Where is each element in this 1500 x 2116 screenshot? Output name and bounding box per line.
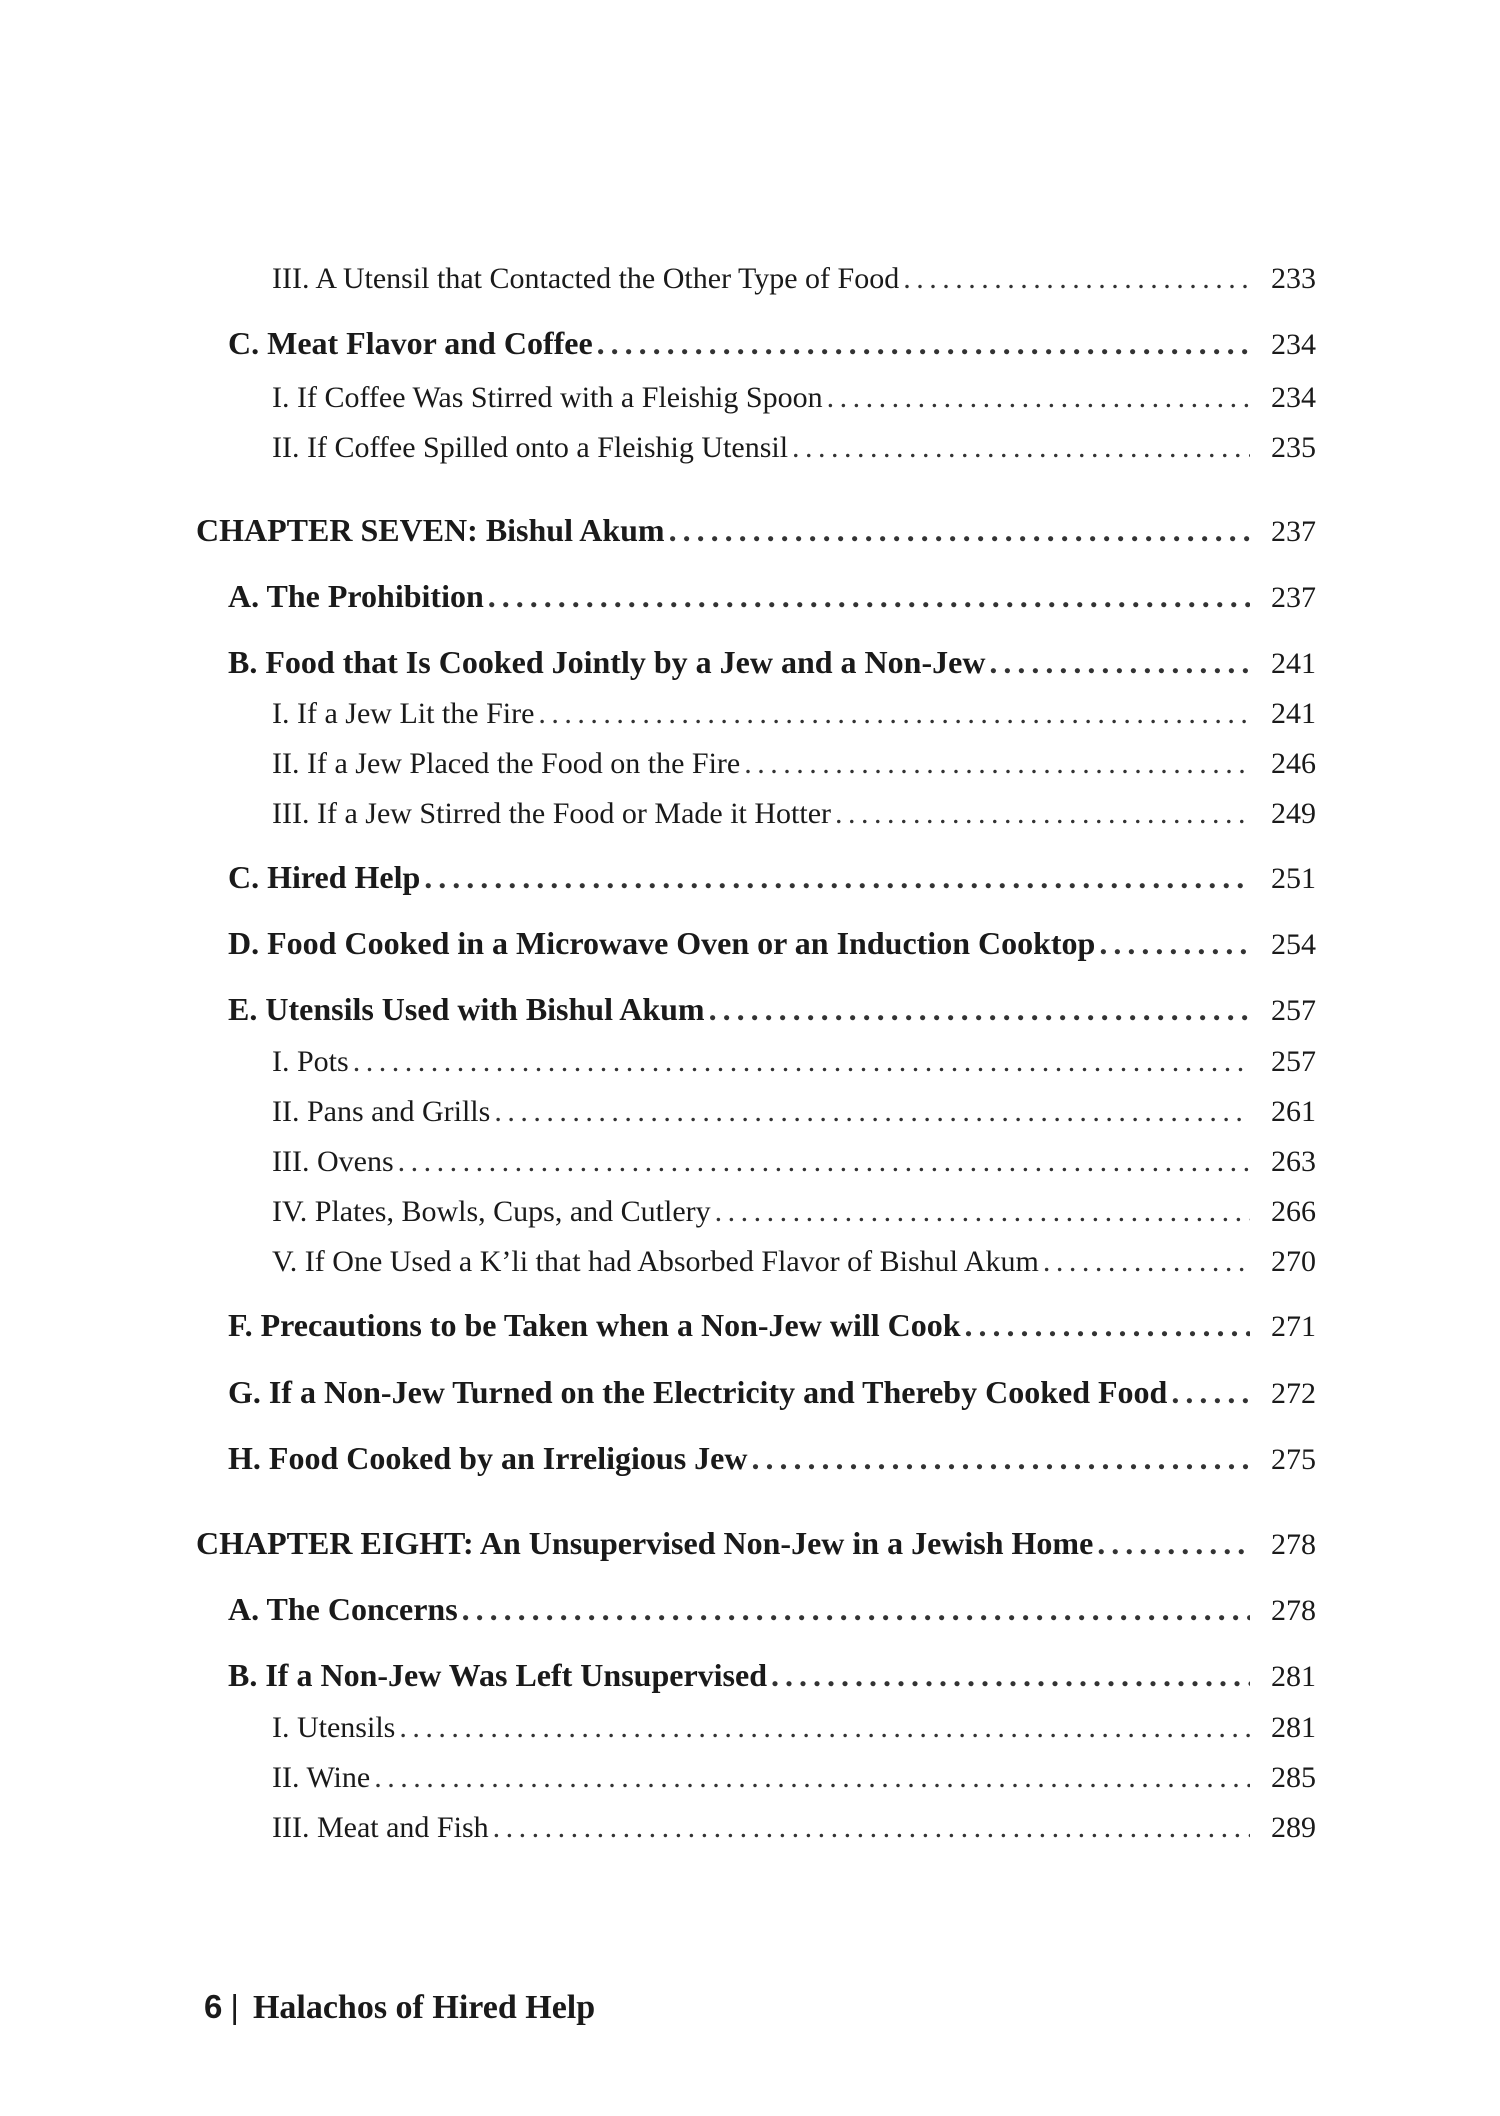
- toc-entry-page: 275: [1271, 1443, 1316, 1476]
- dot-leader: [488, 578, 1250, 615]
- dot-leader: [462, 1591, 1250, 1628]
- toc-entry-page: 289: [1271, 1811, 1316, 1844]
- toc-entry-page: 241: [1271, 647, 1316, 680]
- toc-entry: [272, 1145, 1316, 1179]
- toc-entry-page: 241: [1271, 697, 1316, 730]
- toc-chapter-entry: [196, 1525, 1316, 1562]
- dot-leader: [538, 697, 1250, 731]
- toc-entry-page: 278: [1271, 1594, 1316, 1627]
- toc-entry: [272, 1711, 1316, 1745]
- toc-entry-page: 271: [1271, 1310, 1316, 1343]
- dot-leader: [715, 1195, 1250, 1229]
- toc-entry-page: 249: [1271, 797, 1316, 830]
- toc-entry-page: 270: [1271, 1245, 1316, 1278]
- toc-entry-page: 285: [1271, 1761, 1316, 1794]
- page-number: 6: [204, 1988, 223, 2025]
- toc-entry-page: 266: [1271, 1195, 1316, 1228]
- toc-entry-title: G. If a Non-Jew Turned on the Electricity and Thereby Cooked Food: [228, 1374, 1168, 1410]
- dot-leader: [751, 1440, 1250, 1477]
- toc-entry-title: II. If a Jew Placed the Food on the Fire: [272, 747, 741, 780]
- toc-entry-title: CHAPTER SEVEN: Bishul Akum: [196, 512, 665, 548]
- toc-entry-title: CHAPTER EIGHT: An Unsupervised Non-Jew in a Jewish Home: [196, 1525, 1094, 1561]
- toc-entry-page: 281: [1271, 1711, 1316, 1744]
- book-title: Halachos of Hired Help: [252, 1989, 596, 2026]
- dot-leader: [353, 1045, 1250, 1079]
- dot-leader: [1171, 1374, 1250, 1411]
- dot-leader: [744, 747, 1250, 781]
- toc-entry-page: 257: [1271, 1045, 1316, 1078]
- dot-leader: [827, 381, 1250, 415]
- toc-entry-page: 278: [1271, 1528, 1316, 1561]
- dot-leader: [989, 644, 1250, 681]
- toc-entry-page: 235: [1271, 431, 1316, 464]
- toc-entry-title: III. A Utensil that Contacted the Other Type of Food: [272, 262, 900, 295]
- toc-entry-title: II. Pans and Grills: [272, 1095, 491, 1128]
- toc-entry: [272, 262, 1316, 296]
- dot-leader: [903, 262, 1250, 296]
- toc-entry-page: 281: [1271, 1660, 1316, 1693]
- toc-entry-page: 254: [1271, 928, 1316, 961]
- toc-entry: [228, 1657, 1316, 1694]
- toc-entry-title: B. Food that Is Cooked Jointly by a Jew and a Non-Jew: [228, 644, 986, 680]
- dot-leader: [597, 325, 1250, 362]
- toc-entry: [272, 1195, 1316, 1229]
- toc-entry: [272, 697, 1316, 731]
- dot-leader: [1097, 1525, 1250, 1562]
- toc-entry-page: 261: [1271, 1095, 1316, 1128]
- toc-entry-page: 237: [1271, 581, 1316, 614]
- toc-entry: [228, 1440, 1316, 1477]
- toc-entry-page: 233: [1271, 262, 1316, 295]
- toc-entry: [228, 578, 1316, 615]
- toc-entry-title: III. Meat and Fish: [272, 1811, 489, 1844]
- dot-leader: [1099, 925, 1250, 962]
- toc-entry: [272, 1245, 1316, 1279]
- toc-entry-page: 234: [1271, 328, 1316, 361]
- toc-entry: [272, 747, 1316, 781]
- dot-leader: [494, 1095, 1250, 1129]
- toc-entry-page: 237: [1271, 515, 1316, 548]
- footer-separator: |: [230, 1988, 239, 2025]
- toc-entry-title: F. Precautions to be Taken when a Non-Jew will Cook: [228, 1307, 961, 1343]
- toc-entry: [228, 1374, 1316, 1411]
- toc-entry: [228, 859, 1316, 896]
- toc-entry-title: I. If a Jew Lit the Fire: [272, 697, 535, 730]
- dot-leader: [965, 1307, 1250, 1344]
- toc-entry-title: II. Wine: [272, 1761, 371, 1794]
- toc-entry: [272, 1811, 1316, 1845]
- dot-leader: [424, 859, 1250, 896]
- toc-entry: [228, 1591, 1316, 1628]
- toc-entry-title: D. Food Cooked in a Microwave Oven or an Induction Cooktop: [228, 925, 1096, 961]
- toc-entry-title: C. Meat Flavor and Coffee: [228, 325, 593, 361]
- toc-entry-title: I. Pots: [272, 1045, 349, 1078]
- dot-leader: [398, 1145, 1250, 1179]
- toc-entry: [272, 1045, 1316, 1079]
- toc-entry-title: III. Ovens: [272, 1145, 394, 1178]
- toc-entry-page: 251: [1271, 862, 1316, 895]
- toc-entry-title: V. If One Used a K’li that had Absorbed Flavor of Bishul Akum: [272, 1245, 1039, 1278]
- toc-entry-title: H. Food Cooked by an Irreligious Jew: [228, 1440, 748, 1476]
- toc-entry-title: C. Hired Help: [228, 859, 421, 895]
- toc-entry-page: 272: [1271, 1377, 1316, 1410]
- toc-entry: [228, 1307, 1316, 1344]
- dot-leader: [493, 1811, 1250, 1845]
- dot-leader: [709, 991, 1250, 1028]
- toc-entry-title: II. If Coffee Spilled onto a Fleishig Utensil: [272, 431, 789, 464]
- dot-leader: [1043, 1245, 1250, 1279]
- toc-entry-page: 246: [1271, 747, 1316, 780]
- toc-entry: [228, 991, 1316, 1028]
- dot-leader: [669, 512, 1250, 549]
- dot-leader: [771, 1657, 1250, 1694]
- toc-entry: [272, 1761, 1316, 1795]
- toc-entry-title: IV. Plates, Bowls, Cups, and Cutlery: [272, 1195, 711, 1228]
- dot-leader: [792, 431, 1250, 465]
- dot-leader: [374, 1761, 1250, 1795]
- toc-entry: [272, 1095, 1316, 1129]
- toc-entry-title: I. Utensils: [272, 1711, 396, 1744]
- toc-entry-title: I. If Coffee Was Stirred with a Fleishig Spoon: [272, 381, 823, 414]
- toc-entry: [228, 925, 1316, 962]
- toc-entry: [272, 431, 1316, 465]
- dot-leader: [835, 797, 1250, 831]
- toc-entry-title: III. If a Jew Stirred the Food or Made it Hotter: [272, 797, 832, 830]
- toc-entry: [272, 381, 1316, 415]
- toc-entry-page: 263: [1271, 1145, 1316, 1178]
- toc-entry-page: 257: [1271, 994, 1316, 1027]
- toc-entry: [272, 797, 1316, 831]
- toc-entry: [228, 325, 1316, 362]
- toc-entry-page: 234: [1271, 381, 1316, 414]
- toc-entry-title: A. The Prohibition: [228, 578, 484, 614]
- toc-entry-title: A. The Concerns: [228, 1591, 458, 1627]
- page-footer: [204, 1988, 595, 2027]
- toc-entry-title: E. Utensils Used with Bishul Akum: [228, 991, 705, 1027]
- toc-chapter-entry: [196, 512, 1316, 549]
- toc-entry-title: B. If a Non-Jew Was Left Unsupervised: [228, 1657, 767, 1693]
- dot-leader: [399, 1711, 1250, 1745]
- toc-entry: [228, 644, 1316, 681]
